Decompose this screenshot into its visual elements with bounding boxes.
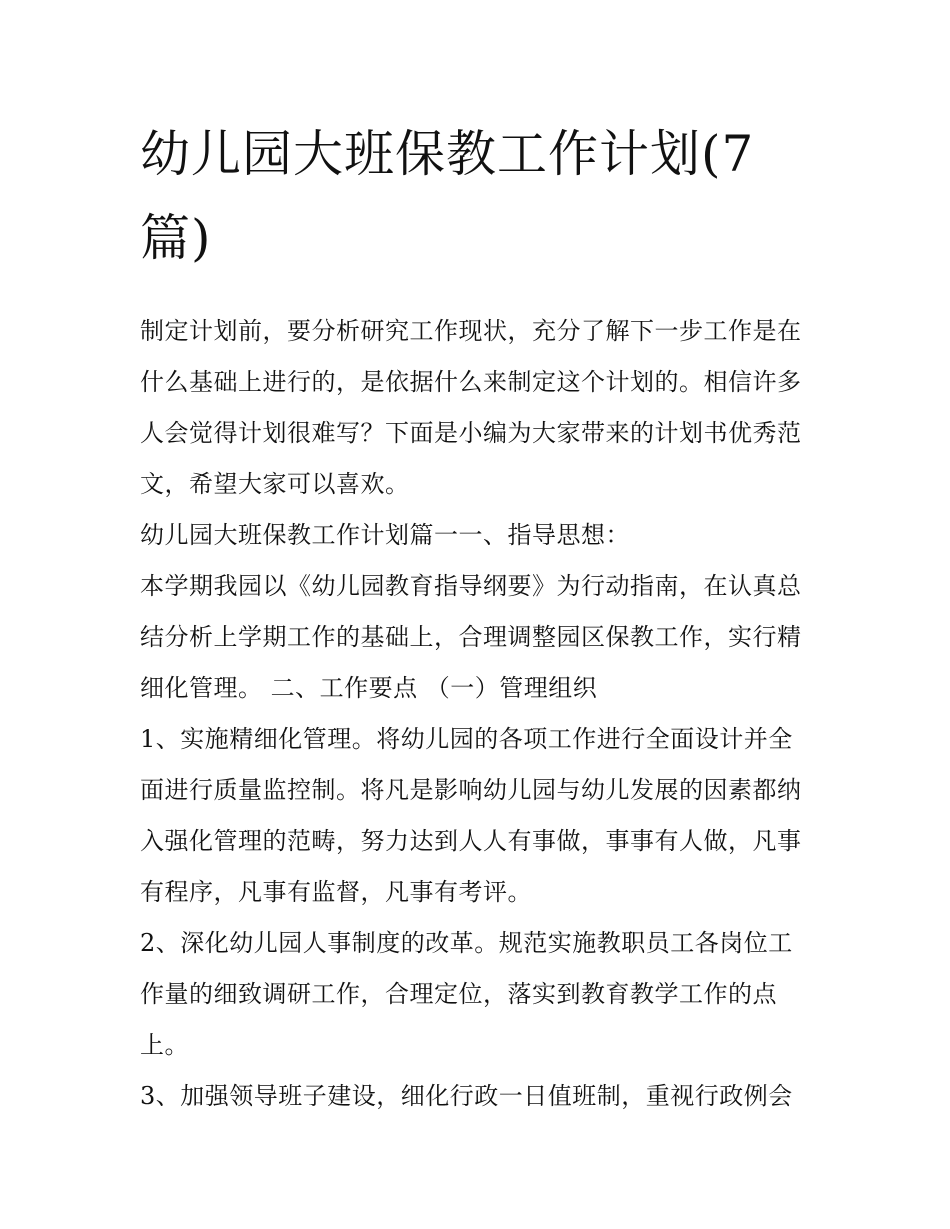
text-line: 入强化管理的范畴，努力达到人人有事做，事事有人做，凡事 [140, 827, 802, 855]
text-line: 细化管理。 二、工作要点 （一）管理组织 [140, 674, 598, 702]
text-line: 本学期我园以《幼儿园教育指导纲要》为行动指南，在认真总 [140, 572, 802, 600]
guiding-paragraph [140, 561, 820, 714]
list-item-2 [140, 918, 820, 1071]
text-line: 作量的细致调研工作，合理定位，落实到教育教学工作的点 [140, 980, 777, 1008]
document-title [140, 112, 820, 280]
text-line: 幼儿园大班保教工作计划篇一一、指导思想： [140, 521, 630, 549]
text-line: 制定计划前，要分析研究工作现状，充分了解下一步工作是在 [140, 317, 802, 345]
text-line: 面进行质量监控制。将凡是影响幼儿园与幼儿发展的因素都纳 [140, 776, 802, 804]
list-item-3 [140, 1071, 820, 1122]
title-line-2: 篇) [140, 209, 212, 267]
text-line: 文，希望大家可以喜欢。 [140, 470, 410, 498]
text-line: 结分析上学期工作的基础上，合理调整园区保教工作，实行精 [140, 623, 802, 651]
text-line: 有程序，凡事有监督，凡事有考评。 [140, 878, 532, 906]
text-line: 2、深化幼儿园人事制度的改革。规范实施教职员工各岗位工 [140, 929, 793, 957]
list-item-1 [140, 714, 820, 918]
intro-paragraph [140, 306, 820, 510]
title-line-1: 幼儿园大班保教工作计划(7 [140, 125, 755, 183]
text-line: 人会觉得计划很难写？下面是小编为大家带来的计划书优秀范 [140, 419, 802, 447]
text-line: 什么基础上进行的，是依据什么来制定这个计划的。相信许多 [140, 368, 802, 396]
text-line: 上。 [140, 1031, 189, 1059]
text-line: 3、加强领导班子建设，细化行政一日值班制，重视行政例会 [140, 1082, 793, 1110]
section-heading [140, 510, 820, 561]
document-body [140, 112, 820, 1122]
text-line: 1、实施精细化管理。将幼儿园的各项工作进行全面设计并全 [140, 725, 793, 753]
